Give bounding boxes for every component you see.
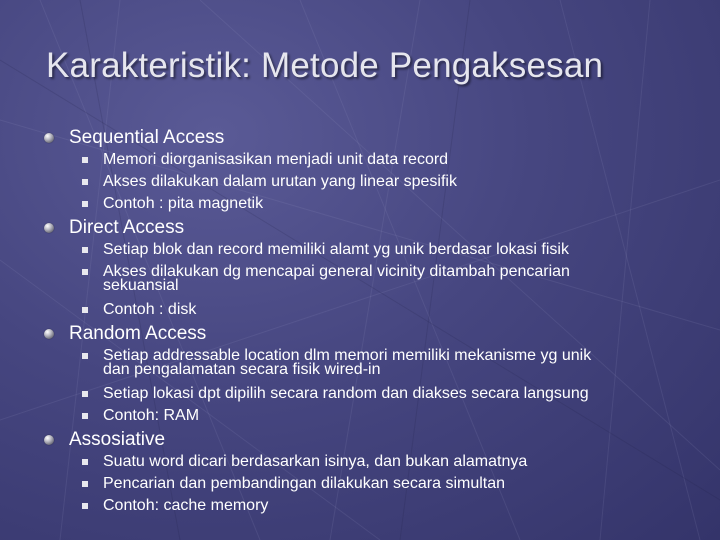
item-bullet-icon [82, 353, 88, 359]
section-bullet-icon [44, 133, 54, 143]
item-bullet-icon [82, 269, 88, 275]
section-heading: Random Access [69, 323, 207, 344]
list-item-line: Setiap blok dan record memiliki alamt yg unik berdasar lokasi fisik [103, 241, 569, 258]
item-bullet-icon [82, 201, 88, 207]
item-bullet-icon [82, 391, 88, 397]
list-item-line: Setiap lokasi dpt dipilih secara random dan diakses secara langsung [103, 385, 589, 402]
section-heading: Assosiative [69, 429, 166, 450]
list-item-line: sekuansial [103, 277, 179, 294]
section-heading: Direct Access [69, 217, 185, 238]
section-bullet-icon [44, 435, 54, 445]
list-item-line: Setiap addressable location dlm memori memiliki mekanisme yg unik [103, 347, 592, 364]
list-item: Memori diorganisasikan menjadi unit data record [103, 151, 449, 168]
list-item: Contoh : pita magnetik [103, 195, 264, 212]
item-bullet-icon [82, 247, 88, 253]
list-item-line: Akses dilakukan dg mencapai general vicinity ditambah pencarian [103, 263, 570, 280]
list-item [103, 349, 591, 377]
list-item [103, 265, 570, 293]
list-item: Pencarian dan pembandingan dilakukan secara simultan [103, 475, 506, 492]
list-item [103, 303, 196, 317]
list-item-line: Contoh: RAM [103, 407, 200, 424]
list-item-line: dan pengalamatan secara fisik wired-in [103, 361, 381, 378]
list-item: Akses dilakukan dalam urutan yang linear spesifik [103, 173, 457, 190]
list-item [103, 409, 199, 423]
list-item [103, 387, 589, 401]
item-bullet-icon [82, 481, 88, 487]
item-bullet-icon [82, 157, 88, 163]
section-heading: Sequential Access [69, 127, 225, 148]
list-item: Contoh: cache memory [103, 497, 269, 514]
list-item: Suatu word dicari berdasarkan isinya, dan bukan alamatnya [103, 453, 528, 470]
section-bullet-icon [44, 329, 54, 339]
item-bullet-icon [82, 307, 88, 313]
list-item-line: Contoh : disk [103, 301, 197, 318]
section-bullet-icon [44, 223, 54, 233]
item-bullet-icon [82, 503, 88, 509]
list-item [103, 243, 569, 257]
item-bullet-icon [82, 413, 88, 419]
item-bullet-icon [82, 179, 88, 185]
slide-title: Karakteristik: Metode Pengaksesan [46, 46, 604, 85]
item-bullet-icon [82, 459, 88, 465]
